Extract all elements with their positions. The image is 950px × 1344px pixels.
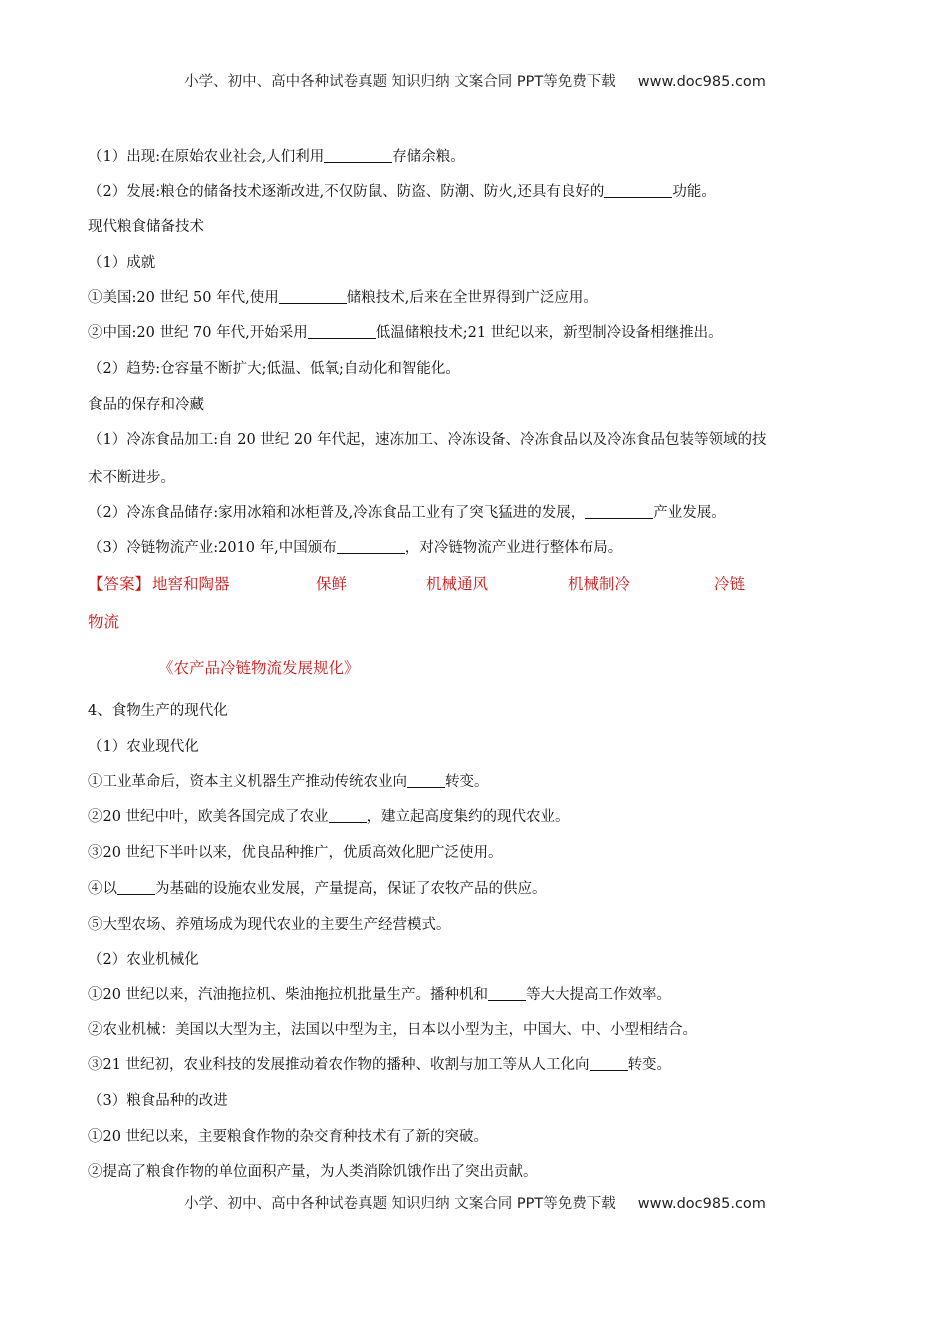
fill-blank xyxy=(407,773,445,788)
text: （2）冷冻食品储存:家用冰箱和冰柜普及,冷冻食品工业有了突飞猛进的发展， xyxy=(88,505,586,521)
text: 功能。 xyxy=(672,184,716,200)
text: ②20 世纪中叶，欧美各国完成了农业 xyxy=(88,809,329,825)
section-heading: 食品的保存和冷藏 xyxy=(88,397,204,413)
text-line xyxy=(88,503,726,523)
subsection-heading: （3）粮食品种的改进 xyxy=(88,1093,228,1109)
text-line xyxy=(88,985,671,1005)
page-header xyxy=(0,70,950,91)
text-line: ⑤大型农场、养殖场成为现代农业的主要生产经营模式。 xyxy=(88,917,451,933)
text-line: ②提高了粮食作物的单位面积产量，为人类消除饥饿作出了突出贡献。 xyxy=(88,1164,538,1180)
fill-blank xyxy=(604,183,672,198)
fill-blank xyxy=(279,289,347,304)
text-line: （1）冷冻食品加工:自 20 世纪 20 年代起，速冻加工、冷冻设备、冷冻食品以及冷冻食品包装等领域的技 xyxy=(88,432,767,448)
fill-blank xyxy=(324,148,392,163)
text: ，建立起高度集约的现代农业。 xyxy=(366,809,570,825)
answer-item: 地窖和陶器 xyxy=(152,575,230,593)
text: 储粮技术,后来在全世界得到广泛应用。 xyxy=(346,290,598,306)
header-text: 小学、初中、高中各种试卷真题 知识归纳 文案合同 PPT等免费下载 xyxy=(184,74,616,90)
text-line: ③20 世纪下半叶以来，优良品种推广，优质高效化肥广泛使用。 xyxy=(88,845,503,861)
page-footer xyxy=(0,1192,950,1213)
text: 等大大提高工作效率。 xyxy=(526,987,672,1003)
subsection-heading: （1）成就 xyxy=(88,255,156,271)
fill-blank xyxy=(308,324,376,339)
subsection-heading: （2）农业机械化 xyxy=(88,952,199,968)
section-heading: 4、食物生产的现代化 xyxy=(88,703,228,719)
text-line: ①20 世纪以来，主要粮食作物的杂交育种技术有了新的突破。 xyxy=(88,1129,489,1145)
fill-blank xyxy=(585,504,653,519)
text-line xyxy=(88,879,547,899)
answer-item: 保鲜 xyxy=(316,575,348,593)
text-line xyxy=(88,807,570,827)
text: 存储余粮。 xyxy=(392,149,465,165)
text-line xyxy=(88,1055,671,1075)
text: 产业发展。 xyxy=(653,505,726,521)
header-site: www.doc985.com xyxy=(637,74,766,90)
text: ①20 世纪以来，汽油拖拉机、柴油拖拉机批量生产。播种机和 xyxy=(88,987,489,1003)
text: 转变。 xyxy=(445,774,489,790)
answer-continuation: 物流 xyxy=(88,613,120,631)
answer-item: 冷链 xyxy=(714,575,746,593)
text: ④以 xyxy=(88,881,117,897)
answer-item: 机械制冷 xyxy=(568,575,631,593)
text-line xyxy=(88,538,622,558)
text: ，对冷链物流产业进行整体布局。 xyxy=(404,540,623,556)
text: （2）发展:粮仓的储备技术逐渐改进,不仅防鼠、防盗、防潮、防火,还具有良好的 xyxy=(88,184,605,200)
footer-site: www.doc985.com xyxy=(637,1196,766,1212)
text: ①美国:20 世纪 50 年代,使用 xyxy=(88,290,279,306)
fill-blank xyxy=(590,1056,628,1071)
text: ③21 世纪初，农业科技的发展推动着农作物的播种、收割与加工等从人工化向 xyxy=(88,1057,590,1073)
fill-blank xyxy=(337,539,405,554)
section-heading: 现代粮食储备技术 xyxy=(88,219,204,235)
answer-item: 机械通风 xyxy=(426,575,489,593)
text-line xyxy=(88,772,489,792)
text: 转变。 xyxy=(627,1057,672,1073)
text: ①工业革命后，资本主义机器生产推动传统农业向 xyxy=(88,774,407,790)
text: 为基础的设施农业发展，产量提高，保证了农牧产品的供应。 xyxy=(155,881,547,897)
fill-blank xyxy=(329,808,367,823)
answer-label: 【答案】 xyxy=(88,575,151,593)
text-line xyxy=(88,182,716,202)
text-line: ②农业机械：美国以大型为主，法国以中型为主，日本以小型为主，中国大、中、小型相结合。 xyxy=(88,1022,697,1038)
fill-blank xyxy=(117,880,155,895)
text: （3）冷链物流产业:2010 年,中国颁布 xyxy=(88,540,337,556)
text-line: 术不断进步。 xyxy=(88,470,175,486)
text-line xyxy=(88,288,598,308)
fill-blank xyxy=(488,986,526,1001)
text: 低温储粮技术;21 世纪以来，新型制冷设备相继推出。 xyxy=(375,325,723,341)
text: （1）出现:在原始农业社会,人们利用 xyxy=(88,149,325,165)
subsection-heading: （1）农业现代化 xyxy=(88,739,199,755)
text-line xyxy=(88,147,465,167)
text: ②中国:20 世纪 70 年代,开始采用 xyxy=(88,325,308,341)
answer-item: 《农产品冷链物流发展规化》 xyxy=(158,659,360,677)
footer-text: 小学、初中、高中各种试卷真题 知识归纳 文案合同 PPT等免费下载 xyxy=(184,1196,616,1212)
text-line: （2）趋势:仓容量不断扩大;低温、低氧;自动化和智能化。 xyxy=(88,361,460,377)
text-line xyxy=(88,323,723,343)
